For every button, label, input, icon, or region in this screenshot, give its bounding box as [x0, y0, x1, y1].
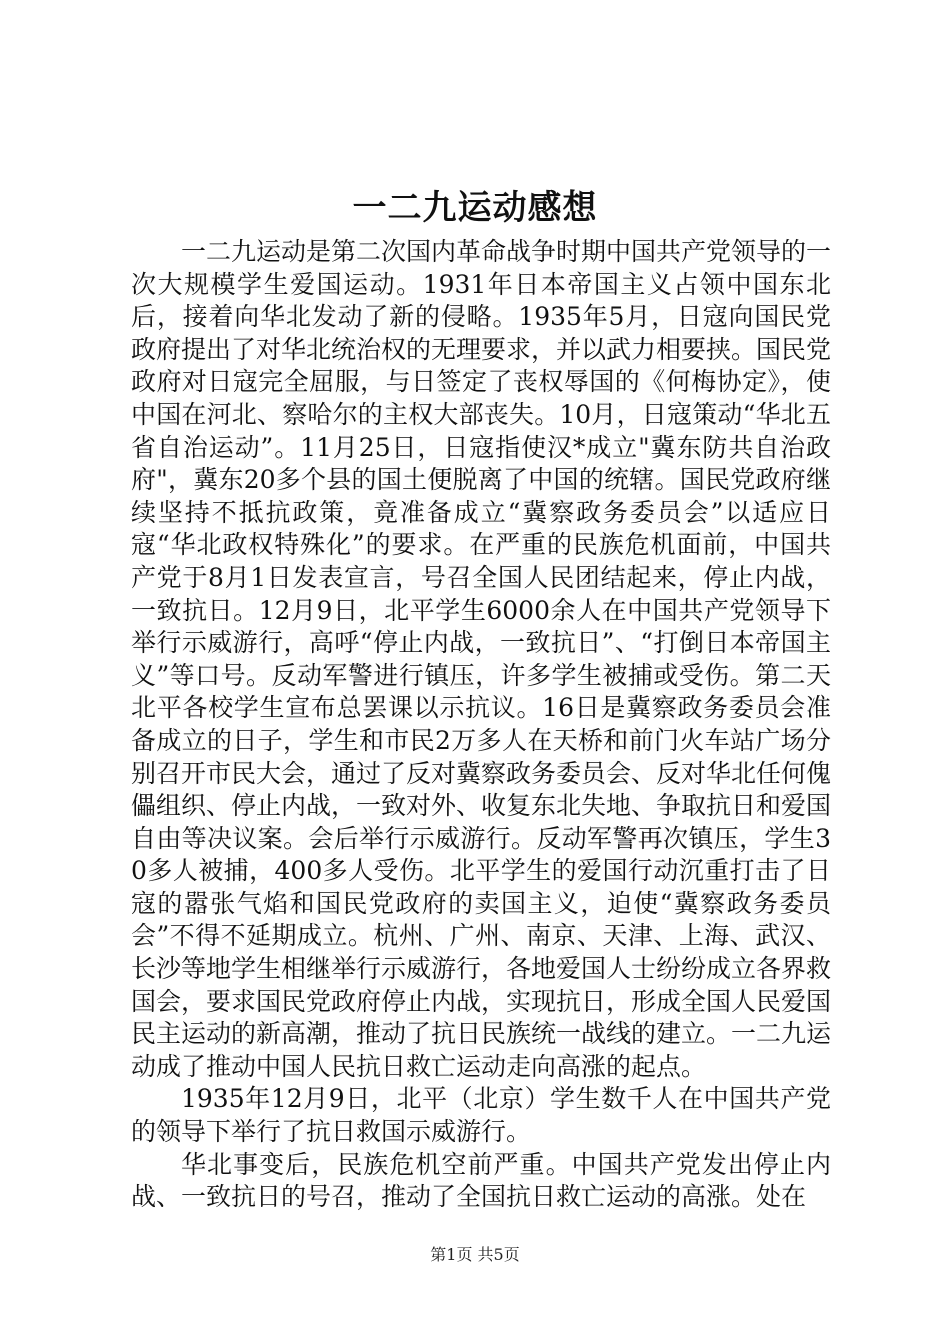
paragraph-3: 华北事变后，民族危机空前严重。中国共产党发出停止内战、一致抗日的号召，推动了全国抗日救亡运动的高涨。处在: [131, 1149, 831, 1212]
page-title: 一二九运动感想: [352, 188, 598, 228]
document-body: [131, 236, 831, 1214]
page-footer: 第1页 共5页: [430, 1245, 520, 1264]
paragraph-2: 1935年12月9日，北平（北京）学生数千人在中国共产党的领导下举行了抗日救国示威游行。: [131, 1084, 831, 1147]
paragraph-1: 一二九运动是第二次国内革命战争时期中国共产党领导的一次大规模学生爱国运动。1931年日本帝国主义占领中国东北后，接着向华北发动了新的侵略。1935年5月，日寇向国民党政府提出了对华北统治权的无理要求，并以武力相要挟。国民党政府对日寇完全屈服，与日签定了丧权辱国的《何梅协定》，使中国在河北、察哈尔的主权大部丧失。10月，日寇策动“华北五省自治运动”。11月25日，日寇指使汉*成立"冀东防共自治政府"，冀东20多个县的国土便脱离了中国的统辖。国民党政府继续坚持不抵抗政策，竟准备成立“冀察政务委员会”以适应日寇“华北政权特殊化”的要求。在严重的民族危机面前，中国共产党于8月1日发表宣言，号召全国人民团结起来，停止内战，一致抗日。12月9日，北平学生6000余人在中国共产党领导下举行示威游行，高呼“停止内战，一致抗日”、“打倒日本帝国主义”等口号。反动军警进行镇压，许多学生被捕或受伤。第二天北平各校学生宣布总罢课以示抗议。16日是冀察政务委员会准备成立的日子，学生和市民2万多人在天桥和前门火车站广场分别召开市民大会，通过了反对冀察政务委员会、反对华北任何傀儡组织、停止内战，一致对外、收复东北失地、争取抗日和爱国自由等决议案。会后举行示威游行。反动军警再次镇压，学生30多人被捕，400多人受伤。北平学生的爱国行动沉重打击了日寇的嚣张气焰和国民党政府的卖国主义，迫使“冀察政务委员会”不得不延期成立。杭州、广州、南京、天津、上海、武汉、长沙等地学生相继举行示威游行，各地爱国人士纷纷成立各界救国会，要求国民党政府停止内战，实现抗日，形成全国人民爱国民主运动的新高潮，推动了抗日民族统一战线的建立。一二九运动成了推动中国人民抗日救亡运动走向高涨的起点。: [131, 237, 832, 1081]
